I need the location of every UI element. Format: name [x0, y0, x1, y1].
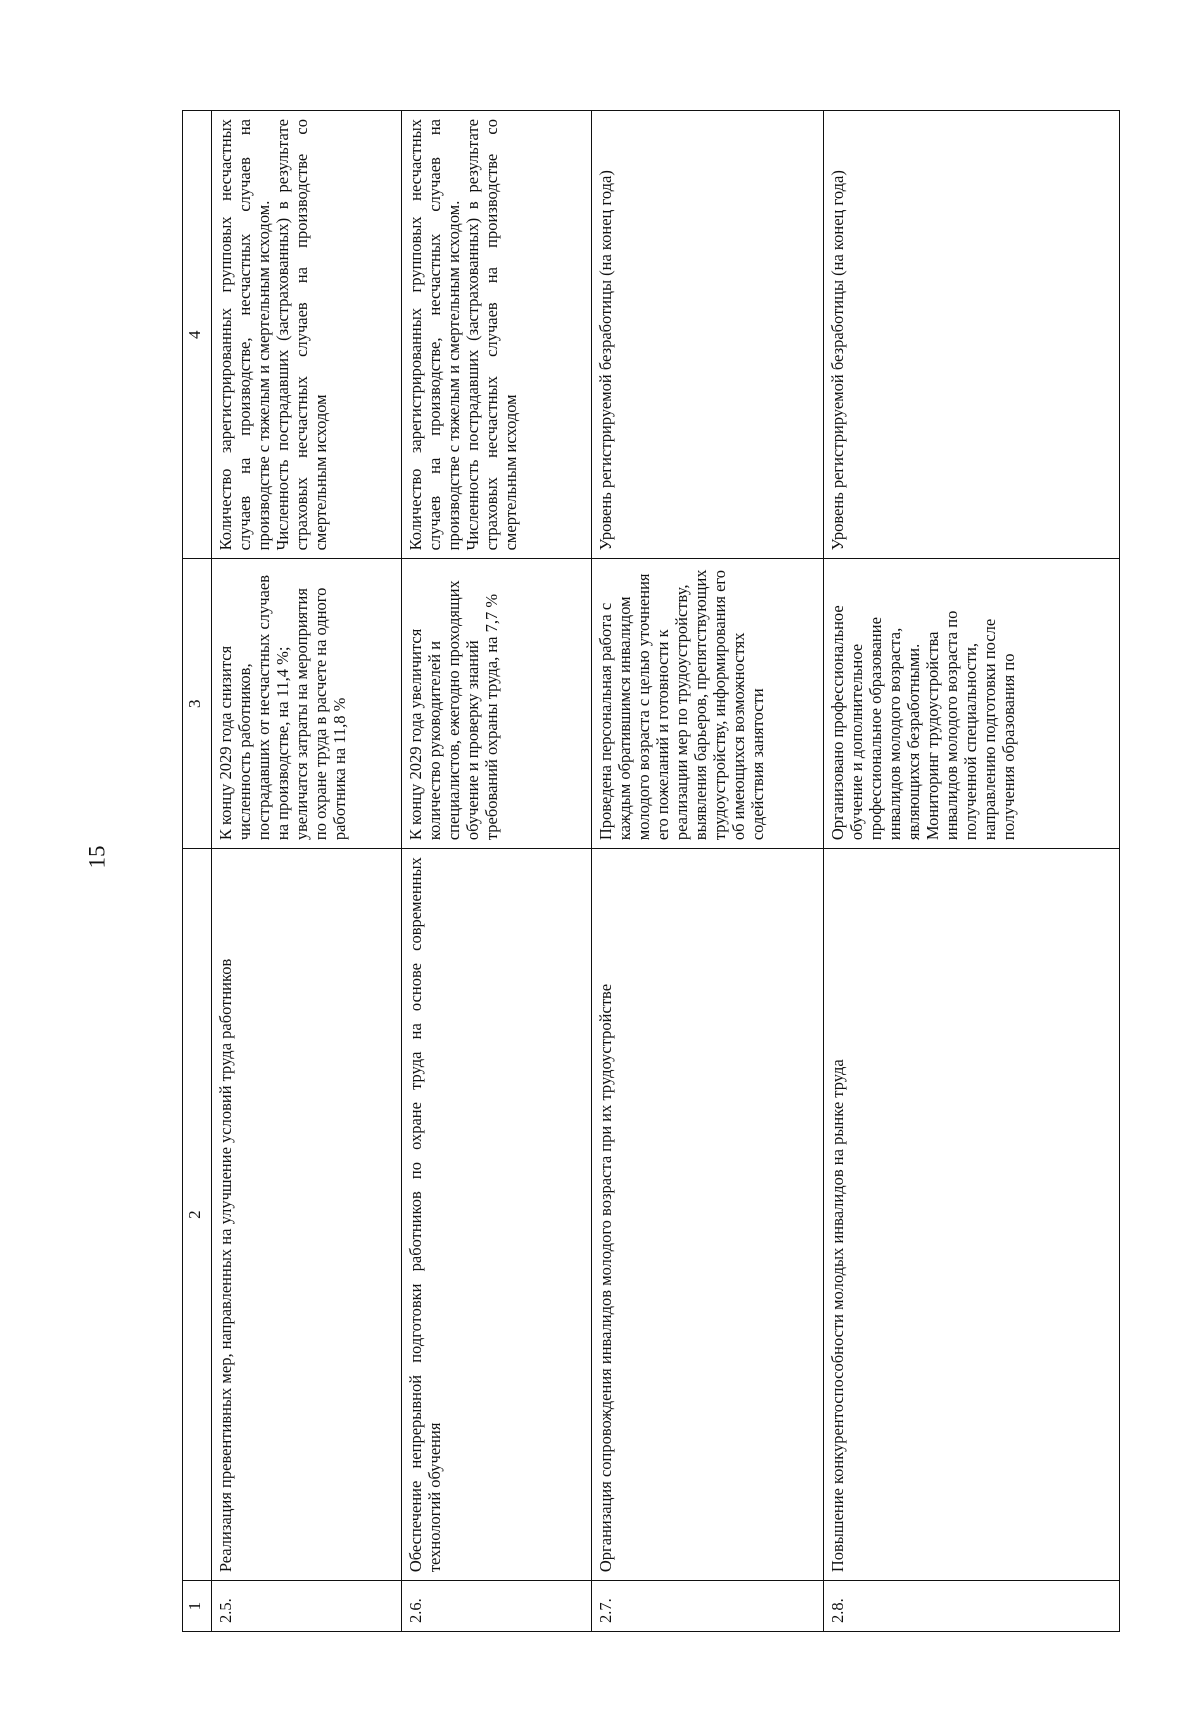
result-cell: К концу 2029 года снизится численность работников, пострадавших от несчастных случаев на производстве, на 11,4 %; увеличатся затраты на мероприятия по охране труда в расчете на одного работника на 11,8 %: [212, 559, 402, 849]
row-number: 2.6.: [402, 1581, 592, 1632]
row-number: 2.5.: [212, 1581, 402, 1632]
result-cell: К концу 2029 года увеличится количество руководителей и специалистов, ежегодно проходящих обучение и проверку знаний требований охраны труда, на 7,7 %: [402, 559, 592, 849]
measure-cell: Организация сопровождения инвалидов молодого возраста при их трудоустройстве: [592, 849, 824, 1581]
measures-table: [182, 110, 1120, 1632]
indicator-cell: Уровень регистрируемой безработицы (на конец года): [592, 111, 824, 559]
column-header: 1: [183, 1581, 212, 1632]
table-rotated-wrapper: [182, 110, 1120, 1632]
row-number: 2.7.: [592, 1581, 824, 1632]
result-cell: Организовано профессиональное обучение и дополнительное профессиональное образование инвалидов молодого возраста, являющихся безработными. Мониторинг трудоустройства инвалидов молодого возраста по полученной специальности, направлению подготовки после получения образования по: [824, 559, 1120, 849]
measure-cell: Обеспечение непрерывной подготовки работников по охране труда на основе современных технологий обучения: [402, 849, 592, 1581]
table-row: [592, 111, 824, 1632]
column-header: 3: [183, 559, 212, 849]
column-header: 2: [183, 849, 212, 1581]
row-number: 2.8.: [824, 1581, 1120, 1632]
indicator-cell: Количество зарегистрированных групповых несчастных случаев на производстве, несчастных случаев на производстве с тяжелым и смертельным исходом. Численность пострадавших (застрахованных) в результате страховых несчастных случаев на производстве со смертельным исходом: [402, 111, 592, 559]
page-number: 15: [84, 845, 110, 869]
result-cell: Проведена персональная работа с каждым обратившимся инвалидом молодого возраста с целью уточнения его пожеланий и готовности к реализации мер по трудоустройству, выявления барьеров, препятствующих трудоустройству, информирования его об имеющихся возможностях содействия занятости: [592, 559, 824, 849]
measure-cell: Повышение конкурентоспособности молодых инвалидов на рынке труда: [824, 849, 1120, 1581]
measure-cell: Реализация превентивных мер, направленных на улучшение условий труда работников: [212, 849, 402, 1581]
column-header: 4: [183, 111, 212, 559]
table-row: [824, 111, 1120, 1632]
indicator-cell: Уровень регистрируемой безработицы (на конец года): [824, 111, 1120, 559]
table-row: [402, 111, 592, 1632]
table-header-row: [183, 111, 212, 1632]
indicator-cell: Количество зарегистрированных групповых несчастных случаев на производстве, несчастных случаев на производстве с тяжелым и смертельным исходом. Численность пострадавших (застрахованных) в результате страховых несчастных случаев на производстве со смертельным исходом: [212, 111, 402, 559]
table-row: [212, 111, 402, 1632]
